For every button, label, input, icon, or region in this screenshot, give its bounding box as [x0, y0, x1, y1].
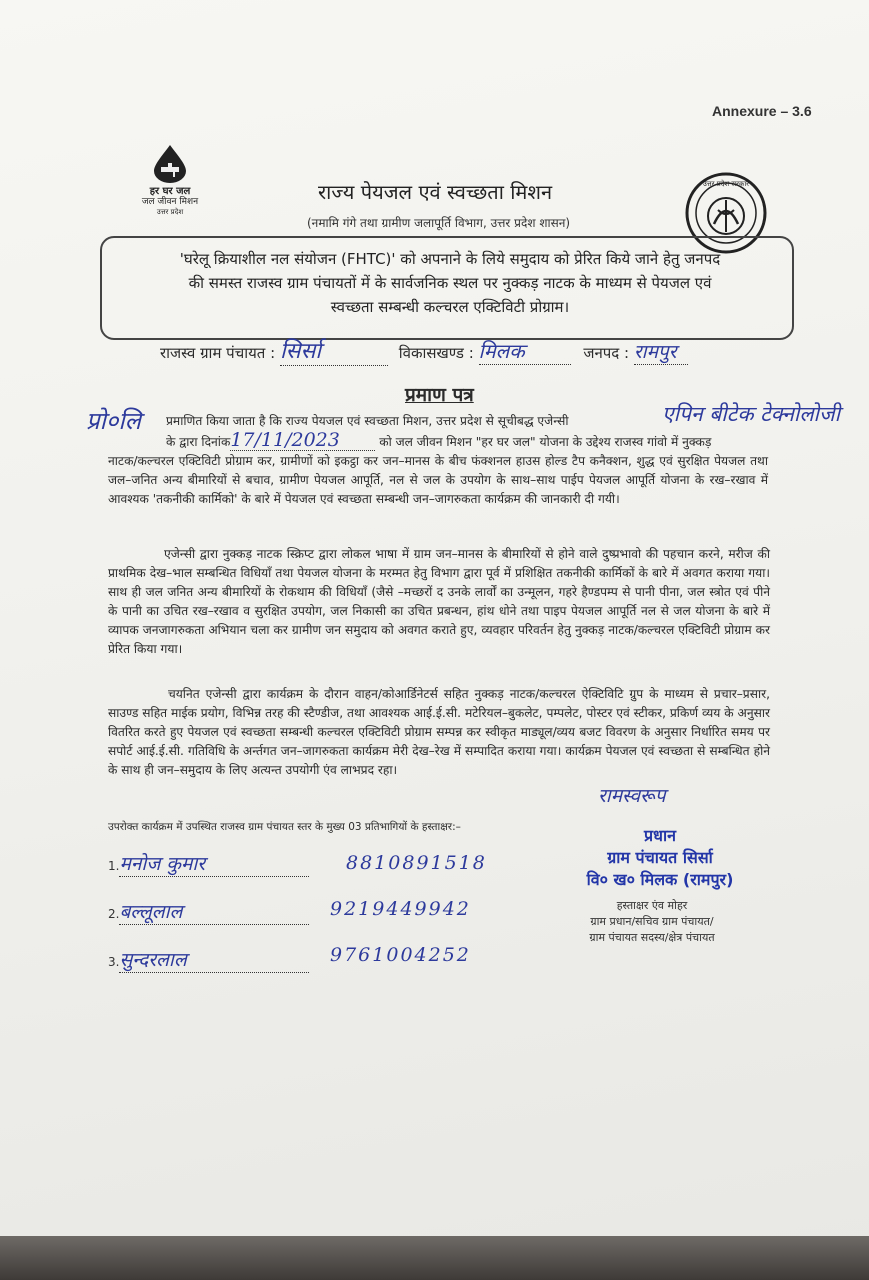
program-date: 17/11/2023: [230, 431, 375, 451]
district-label: जनपद :: [583, 344, 630, 362]
signature-caption: [552, 898, 752, 946]
participant-row: [108, 850, 309, 877]
gram-panchayat-label: राजस्व ग्राम पंचायत :: [160, 344, 276, 362]
logo-line-3: उत्तर प्रदेश: [156, 208, 184, 216]
para1-line1: प्रमाणित किया जाता है कि राज्य पेयजल एवं स्वच्छता मिशन, उत्तर प्रदेश से सूचीबद्ध एजेन्सी: [166, 414, 569, 428]
department-subtitle: (नमामि गंगे तथा ग्रामीण जलापूर्ति विभाग, उत्तर प्रदेश शासन): [307, 216, 571, 230]
participant-number: 1.: [108, 859, 120, 873]
caption-line-2: ग्राम प्रधान/सचिव ग्राम पंचायत/: [590, 915, 714, 928]
stamp-line-2: ग्राम पंचायत सिर्सा: [607, 848, 713, 867]
para1-line2: को जल जीवन मिशन "हर घर जल" योजना के उद्देश्य राजस्व गांवो में नुक्कड़: [379, 435, 712, 449]
annexure-label: Annexure – 3.6: [712, 103, 812, 119]
paragraph-2: एजेन्सी द्वारा नुक्कड़ नाटक स्क्रिप्ट द्वारा लोकल भाषा में ग्राम जन–मानस के बीमारियों से होने वाले दुष्प्रभावो की पहचान करने, मरीज की प्राथमिक देख–भाल सम्बन्धित विधियाँ तथा पेयजल योजना के मरम्मत हेतु विभाग द्वारा पूर्व में प्रशिक्षित तकनीकी कार्मिकों के बारे में अवगत कराया गया। साथ ही जल जनित अन्य बीमारियों के रोकथाम की विधियाँ (जैसे –मच्छरों द उनके लार्वों का उन्मूलन, गहरे हैण्डपम्प से पानी पीना, जल स्त्रोत एवं पीने के पानी का उचित रख–रखाव व सुरक्षित उपयोग, जल निकासी का उचित प्रबन्धन, हांथ धोने तथा पाइप पेयजल आपूर्ति नल से जल योजना के बारे में व्यापक जनजागरुकता अभियान चला कर ग्रामीण जन समुदाय को अवगत कराते हुए, व्यवहार परिवर्तन हेतु नुक्कड़ नाटक/कल्चरल एक्टिविटी प्रोग्राम कर प्रेरित किया गया।: [108, 547, 770, 656]
participant-row: [108, 946, 309, 973]
paragraph-1: [108, 412, 768, 509]
stamp-line-1: प्रधान: [644, 826, 676, 845]
participant-number: 3.: [108, 955, 120, 969]
participant-signature: मनोज कुमार: [119, 850, 309, 877]
caption-line-1: हस्ताक्षर एंव मोहर: [616, 899, 688, 912]
location-fields: [160, 335, 688, 366]
logo-line-1: हर घर जल: [149, 186, 191, 197]
certificate-title: प्रमाण पत्र: [405, 384, 474, 406]
district-value: रामपुर: [634, 338, 688, 365]
participant-phone: 9219449942: [330, 898, 471, 920]
stamp-line-3: वि० ख० मिलक (रामपुर): [586, 870, 734, 889]
emblem-text: उत्तर प्रदेश सरकार: [702, 180, 750, 188]
block-label: विकासखण्ड :: [398, 344, 474, 362]
program-description: [120, 247, 780, 319]
handwritten-prefix: प्रो०लि: [86, 407, 141, 435]
participant-phone: 8810891518: [346, 852, 487, 874]
logo-line-2: जल जीवन मिशन: [141, 197, 199, 207]
paragraph-3: चयनित एजेन्सी द्वारा कार्यक्रम के दौरान वाहन/कोआर्डिनेटर्स सहित नुक्कड़ नाटक/कल्चरल ऐक्टिविटि ग्रुप के माध्यम से प्रचार–प्रसार, साउण्ड सहित माईक प्रयोग, विभिन्न तरह की स्टैण्डीज, तथा आवश्यक आई.ई.सी. मटेरियल–बुकलेट, पम्पलेट, पोस्टर एवं स्टीकर, प्रकिर्ण व्यय के अनुसार वितरित करते हुए पेयजल एवं स्वच्छता सम्बन्धी कल्चरल एक्टिविटी प्रोग्राम सम्पन्न कर स्वीकृत माड्यूल/व्यय बजट विवरण के अनुसार निर्धारित समय पर सपोर्ट आई.ई.सी. गतिविधि के अर्न्तगत जन–जागरुकता कार्यक्रम मेरी देख–रेख में सम्पादित कराया गया। कार्यक्रम पेयजल एवं स्वच्छता से सम्बन्धित होने के साथ ही जन–समुदाय के लिए अत्यन्त उपयोगी एंव लाभप्रद रहा।: [108, 687, 770, 777]
participant-phone: 9761004252: [330, 944, 471, 966]
program-line-2: की समस्त राजस्व ग्राम पंचायतों में के सार्वजनिक स्थल पर नुक्कड़ नाटक के माध्यम से पेयजल एवं: [188, 274, 712, 292]
program-line-1: 'घरेलू क्रियाशील नल संयोजन (FHTC)' को अपनाने के लिये समुदाय को प्रेरित किये जाने हेतु जनपद: [179, 250, 721, 268]
program-line-3: स्वच्छता सम्बन्धी कल्चरल एक्टिविटी प्रोग्राम।: [330, 298, 570, 316]
agency-name: एपिन बीटेक टेक्नोलोजी: [662, 402, 841, 426]
pradhan-stamp: [560, 825, 760, 891]
block-value: मिलक: [479, 337, 571, 365]
jal-jeevan-mission-logo: [128, 145, 212, 217]
pradhan-signature: रामस्वरूप: [598, 785, 666, 807]
para1-rest: नाटक/कल्चरल एक्टिविटी प्रोग्राम कर, ग्रामीणों को इकट्ठा कर जन–मानस के बीच फंक्शनल हाउस होल्ड टैप कनैक्शन, शुद्ध एवं सुरक्षित पेयजल तथा जल–जनित अन्य बीमारियों से बचाव, ग्रामीण पेयजल आपूर्ति, नल से जल के उपयोग के साथ–साथ पाईप पेयजल आपूर्ति योजना के रख–रखाव में आवश्यक 'तकनीकी कार्मिको' के बारे में पेयजल एवं स्वच्छता सम्बन्धी जन–जागरुकता कार्यक्रम की जानकारी दी गयी।: [108, 454, 768, 506]
participant-signature: बल्लूलाल: [119, 898, 309, 925]
participant-number: 2.: [108, 907, 120, 921]
water-tap-icon: [153, 145, 187, 183]
gram-panchayat-value: सिर्सा: [280, 335, 388, 366]
mission-title: राज्य पेयजल एवं स्वच्छता मिशन: [318, 180, 553, 204]
table-surface: [0, 1236, 869, 1280]
participant-row: [108, 898, 309, 925]
participant-signature: सुन्दरलाल: [119, 946, 309, 973]
para1-date-label: के द्वारा दिनांक: [166, 435, 231, 449]
caption-line-3: ग्राम पंचायत सदस्य/क्षेत्र पंचायत: [589, 931, 715, 944]
participants-heading: उपरोक्त कार्यक्रम में उपस्थित राजस्व ग्राम पंचायत स्तर के मुख्य 03 प्रतिभागियों के हस्ताक्षर:–: [108, 821, 461, 833]
